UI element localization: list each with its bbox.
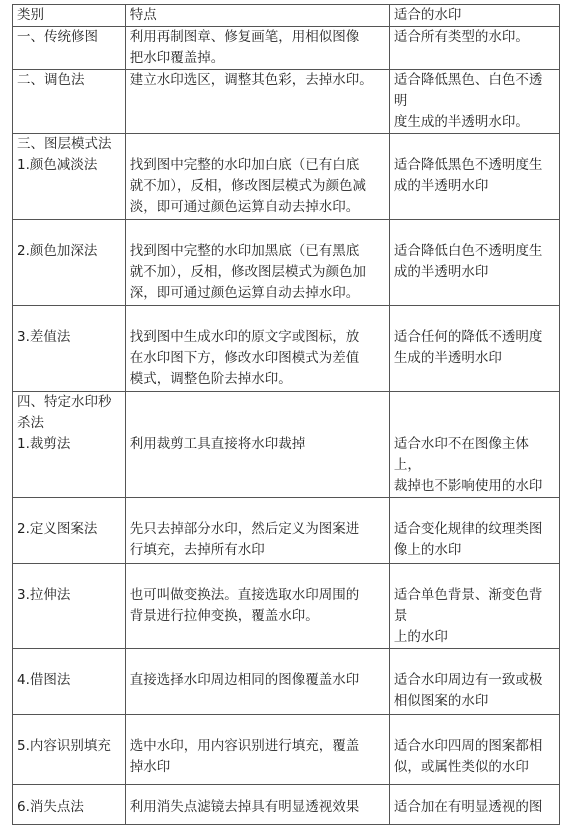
suitable-cell: 适合所有类型的水印。	[389, 27, 559, 70]
suitable-cell: 适合任何的降低不透明度 生成的半透明水印	[389, 306, 559, 392]
feature-cell: 利用消失点滤镜去掉具有明显透视效果	[125, 785, 389, 825]
table-row	[13, 392, 560, 498]
feature-cell: 找到图中生成水印的原文字或图标，放 在水印图下方，修改水印图模式为差值 模式，调整色阶去掉水印。	[125, 306, 389, 392]
header-suitable: 适合的水印	[389, 5, 559, 27]
table-row	[13, 715, 560, 785]
feature-cell: 利用裁剪工具直接将水印裁掉	[125, 392, 389, 498]
feature-cell: 利用再制图章、修复画笔，用相似图像 把水印覆盖掉。	[125, 27, 389, 70]
table-row	[13, 649, 560, 715]
feature-cell: 先只去掉部分水印，然后定义为图案进 行填充，去掉所有水印	[125, 498, 389, 564]
category-cell: 5.内容识别填充	[13, 715, 126, 785]
category-group-label: 四、特定水印秒 杀法	[17, 394, 112, 431]
feature-cell: 建立水印选区，调整其色彩，去掉水印。	[125, 70, 389, 134]
suitable-cell: 适合降低白色不透明度生 成的半透明水印	[389, 220, 559, 306]
table-row	[13, 27, 560, 70]
suitable-cell: 适合水印四周的图案都相 似，或属性类似的水印	[389, 715, 559, 785]
feature-cell: 直接选择水印周边相同的图像覆盖水印	[125, 649, 389, 715]
header-category: 类别	[13, 5, 126, 27]
category-cell: 3.拉伸法	[13, 564, 126, 649]
table-row	[13, 134, 560, 220]
category-cell: 6.消失点法	[13, 785, 126, 825]
suitable-cell: 适合单色背景、渐变色背景 上的水印	[389, 564, 559, 649]
suitable-cell: 适合水印周边有一致或极 相似图案的水印	[389, 649, 559, 715]
category-cell: 3.差值法	[13, 306, 126, 392]
suitable-cell: 适合降低黑色不透明度生 成的半透明水印	[389, 134, 559, 220]
suitable-cell: 适合水印不在图像主体上， 裁掉也不影响使用的水印	[389, 392, 559, 498]
table-row	[13, 70, 560, 134]
category-cell: 二、调色法	[13, 70, 126, 134]
feature-cell: 也可叫做变换法。直接选取水印周围的 背景进行拉伸变换，覆盖水印。	[125, 564, 389, 649]
category-group-label: 三、图层模式法	[17, 136, 112, 152]
category-cell: 2.颜色加深法	[13, 220, 126, 306]
table-row	[13, 498, 560, 564]
table-container	[12, 4, 560, 825]
category-cell: 4.借图法	[13, 649, 126, 715]
category-cell: 三、图层模式法 1.颜色减淡法	[13, 134, 126, 220]
suitable-cell: 适合降低黑色、白色不透明 度生成的半透明水印。	[389, 70, 559, 134]
suitable-cell: 适合变化规律的纹理类图 像上的水印	[389, 498, 559, 564]
feature-cell: 选中水印，用内容识别进行填充，覆盖 掉水印	[125, 715, 389, 785]
watermark-methods-table	[12, 4, 560, 825]
category-cell: 一、传统修图	[13, 27, 126, 70]
category-cell: 2.定义图案法	[13, 498, 126, 564]
category-cell: 四、特定水印秒 杀法 1.裁剪法	[13, 392, 126, 498]
table-row	[13, 785, 560, 825]
table-row	[13, 220, 560, 306]
suitable-cell: 适合加在有明显透视的图	[389, 785, 559, 825]
header-row	[13, 5, 560, 27]
table-row	[13, 306, 560, 392]
feature-cell: 找到图中完整的水印加黑底（已有黑底 就不加），反相，修改图层模式为颜色加 深，即可通过颜色运算自动去掉水印。	[125, 220, 389, 306]
feature-cell: 找到图中完整的水印加白底（已有白底 就不加），反相，修改图层模式为颜色减 淡，即可通过颜色运算自动去掉水印。	[125, 134, 389, 220]
header-features: 特点	[125, 5, 389, 27]
table-row	[13, 564, 560, 649]
